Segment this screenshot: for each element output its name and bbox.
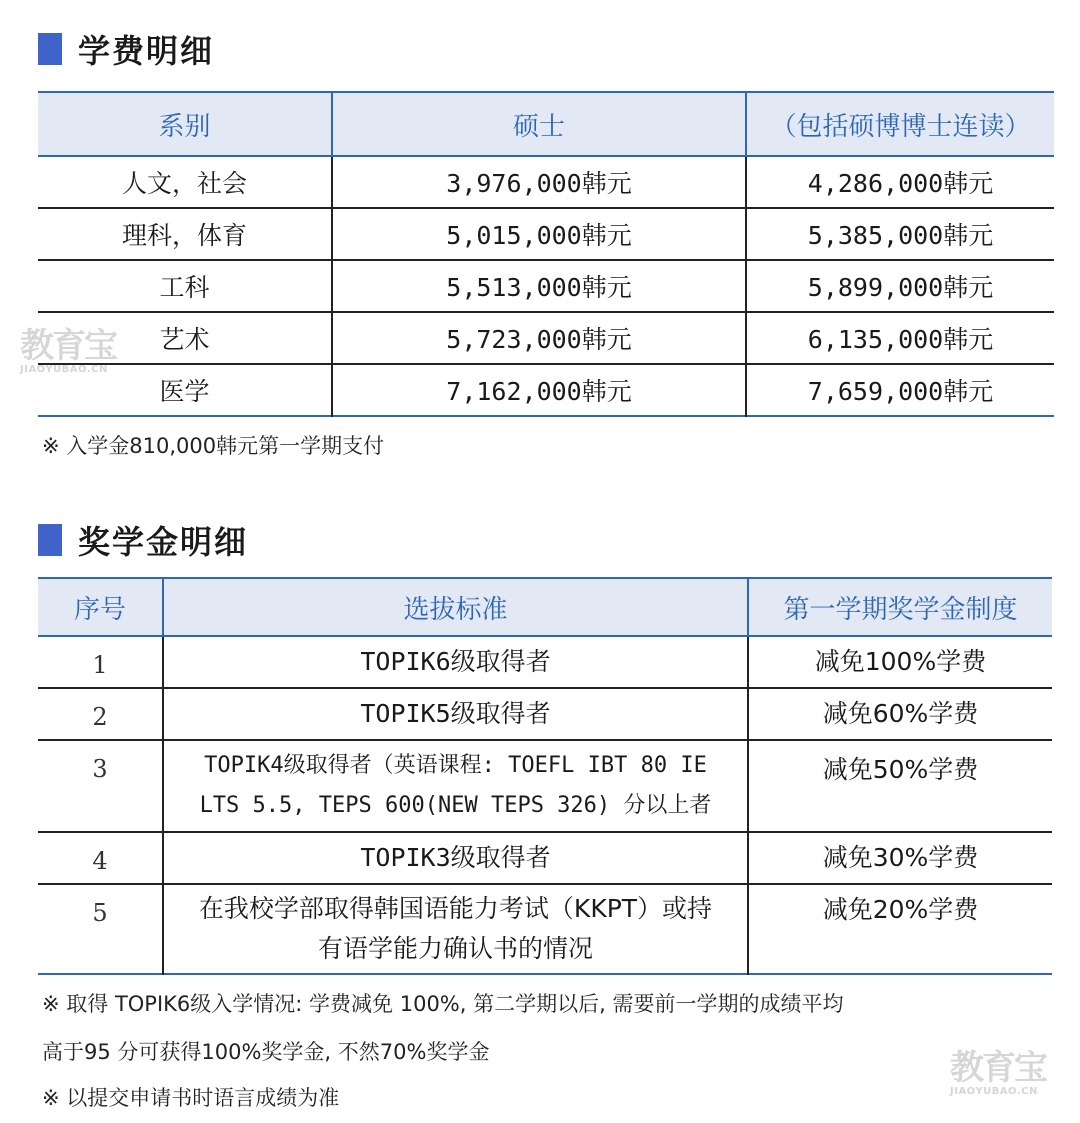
criteria-text: TOPIK3级取得者 <box>360 843 551 872</box>
master-fee-cell: 5,723,000韩元 <box>332 312 746 364</box>
criteria-cell <box>163 740 748 832</box>
benefit-cell: 减免60%学费 <box>748 688 1052 740</box>
table-row <box>38 688 1052 740</box>
scholarship-note-1: ※ 取得 TOPIK6级入学情况: 学费减免 100%, 第二学期以后, 需要前一学期的成绩平均 <box>42 992 844 1016</box>
combined-fee-cell: 6,135,000韩元 <box>746 312 1054 364</box>
title-marker <box>38 524 62 556</box>
table-row <box>38 364 1054 416</box>
scholarship-section-title <box>38 517 248 563</box>
benefit-cell: 减免20%学费 <box>748 884 1052 974</box>
row-number: 3 <box>38 740 163 832</box>
row-number: 4 <box>38 832 163 884</box>
criteria-cell <box>163 884 748 974</box>
header-combined: （包括硕博博士连读） <box>746 92 1054 156</box>
department-cell: 人文，社会 <box>121 169 247 198</box>
scholarship-title: 奖学金明细 <box>78 523 249 561</box>
criteria-cell <box>163 832 748 884</box>
scholarship-table <box>38 577 1052 975</box>
department-cell: 艺术 <box>38 312 332 364</box>
row-number: 5 <box>38 884 163 974</box>
watermark-cn: 教育宝 <box>20 326 116 366</box>
table-row <box>38 312 1054 364</box>
master-fee-cell: 7,162,000韩元 <box>332 364 746 416</box>
criteria-text-line1: TOPIK4级取得者（英语课程: TOEFL IBT 80 IE <box>204 753 707 778</box>
table-row <box>38 156 1054 208</box>
criteria-text-line1: 在我校学部取得韩国语能力考试（KKPT）或持 <box>198 894 713 923</box>
table-row <box>38 832 1052 884</box>
criteria-text-line2: 有语学能力确认书的情况 <box>317 934 593 963</box>
criteria-text: TOPIK5级取得者 <box>360 699 551 728</box>
watermark-logo <box>950 1050 1046 1097</box>
combined-fee-cell: 5,899,000韩元 <box>746 260 1054 312</box>
row-number: 2 <box>38 688 163 740</box>
department-cell: 医学 <box>38 364 332 416</box>
criteria-text-line2: LTS 5.5, TEPS 600(NEW TEPS 326) 分以上者 <box>199 793 712 818</box>
master-fee-cell: 5,513,000韩元 <box>332 260 746 312</box>
department-cell: 工科 <box>38 260 332 312</box>
combined-fee-cell: 5,385,000韩元 <box>746 208 1054 260</box>
criteria-cell <box>163 636 748 688</box>
scholarship-header-row <box>38 578 1052 636</box>
department-cell: 理科，体育 <box>38 208 332 260</box>
header-number: 序号 <box>38 578 163 636</box>
criteria-cell <box>163 688 748 740</box>
criteria-text: TOPIK6级取得者 <box>360 647 551 676</box>
watermark-en: JIAOYUBAO.CN <box>20 364 108 375</box>
tuition-section-title <box>38 26 214 72</box>
tuition-header-row <box>38 92 1054 156</box>
enrollment-fee-note: ※ 入学金810,000韩元第一学期支付 <box>42 434 385 458</box>
table-row <box>38 636 1052 688</box>
header-criteria: 选拔标准 <box>163 578 748 636</box>
watermark-logo <box>20 328 116 375</box>
scholarship-note-3: ※ 以提交申请书时语言成绩为准 <box>42 1086 340 1110</box>
table-row <box>38 208 1054 260</box>
table-row <box>38 740 1052 832</box>
header-master: 硕士 <box>332 92 746 156</box>
benefit-cell: 减免30%学费 <box>748 832 1052 884</box>
tuition-table <box>38 91 1054 417</box>
table-row <box>38 884 1052 974</box>
benefit-cell: 减免50%学费 <box>748 740 1052 832</box>
benefit-cell: 减免100%学费 <box>748 636 1052 688</box>
scholarship-note-2: 高于95 分可获得100%奖学金, 不然70%奖学金 <box>42 1040 490 1064</box>
master-fee-cell: 5,015,000韩元 <box>332 208 746 260</box>
title-marker <box>38 33 62 65</box>
master-fee-cell: 3,976,000韩元 <box>332 156 746 208</box>
table-row <box>38 260 1054 312</box>
tuition-title: 学费明细 <box>78 32 215 70</box>
watermark-cn: 教育宝 <box>950 1048 1046 1088</box>
row-number: 1 <box>92 651 108 679</box>
header-department: 系别 <box>38 92 332 156</box>
combined-fee-cell: 7,659,000韩元 <box>746 364 1054 416</box>
combined-fee-cell: 4,286,000韩元 <box>746 156 1054 208</box>
watermark-en: JIAOYUBAO.CN <box>950 1086 1038 1097</box>
header-benefit: 第一学期奖学金制度 <box>748 578 1052 636</box>
